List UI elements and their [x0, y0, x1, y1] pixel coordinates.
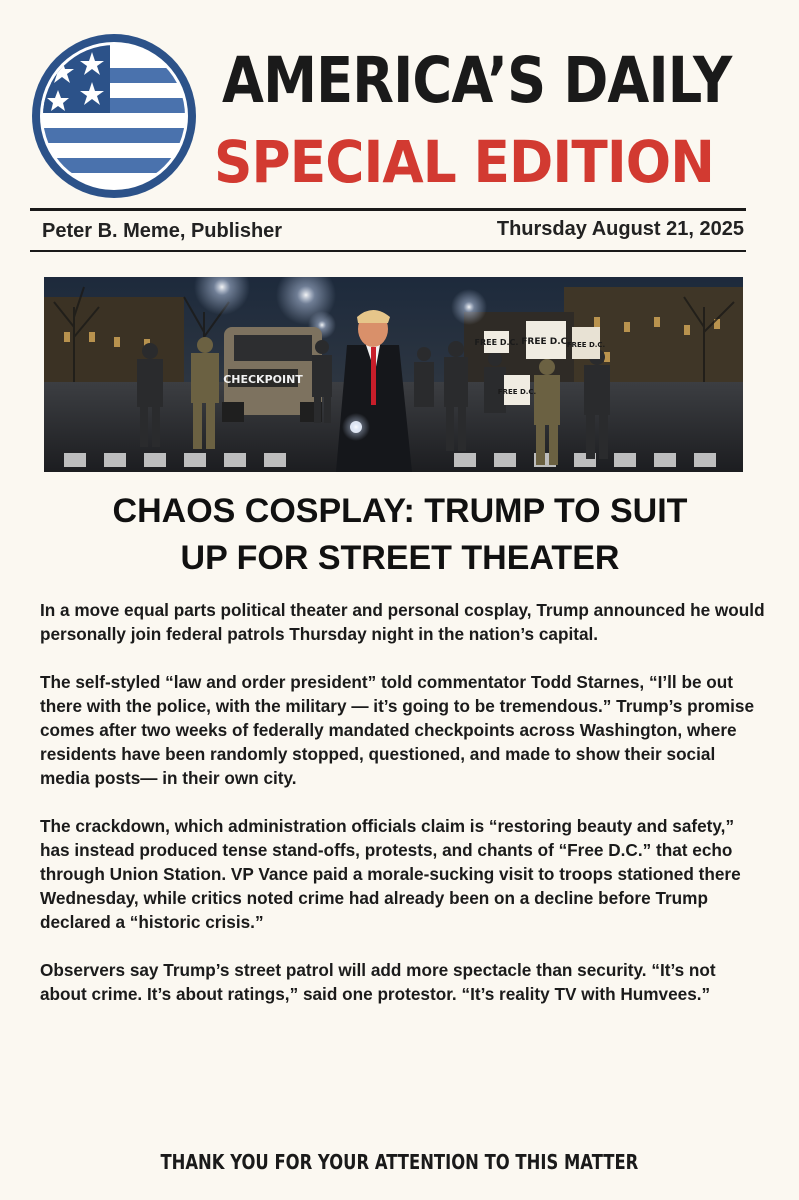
protest-sign-2: FREE D.C.	[521, 337, 571, 347]
article-paragraph-4: Observers say Trump’s street patrol will add more spectacle than security. “It’s not about crime. It’s about ratings,” said one protestor. “It’s reality TV with Humvees.”	[40, 960, 716, 1004]
protest-sign-4: FREE D.C.	[497, 388, 537, 396]
lead-photo	[44, 277, 743, 472]
article-paragraph-1: In a move equal parts political theater and personal cosplay, Trump announced he would personally join federal patrols Thursday night in the nation’s capital.	[40, 600, 765, 644]
protest-sign-1: FREE D.C.	[474, 338, 519, 347]
publisher-line: Peter B. Meme, Publisher	[42, 220, 283, 242]
headline	[30, 488, 770, 582]
divider-bottom	[30, 250, 746, 252]
masthead-title: AMERICA’S DAILY	[222, 44, 732, 117]
headline-line-1: CHAOS COSPLAY: TRUMP TO SUIT	[112, 492, 688, 530]
signoff-text: THANK YOU FOR YOUR ATTENTION TO THIS MATTER	[160, 1150, 639, 1174]
protest-sign-3: FREE D.C.	[566, 341, 606, 349]
article-body	[40, 598, 765, 1030]
headline-line-2: UP FOR STREET THEATER	[180, 539, 620, 577]
checkpoint-sign: CHECKPOINT	[223, 373, 303, 386]
flag-globe-icon	[30, 32, 198, 200]
article-paragraph-2: The self-styled “law and order president” told commentator Todd Starnes, “I’ll be out there with the police, with the military — it’s going to be tremendous.” Trump’s promise comes after two weeks of federally mandated checkpoints across Washington, where residents have been randomly stopped, questioned, and made to show their social media posts— in their own city.	[40, 672, 755, 788]
issue-date: Thursday August 21, 2025	[496, 218, 744, 240]
masthead-subtitle: SPECIAL EDITION	[214, 128, 714, 196]
divider-top	[30, 208, 746, 211]
masthead	[0, 0, 799, 205]
signoff	[0, 1150, 799, 1174]
article-paragraph-3: The crackdown, which administration officials claim is “restoring beauty and safety,” has instead produced tense stand-offs, protests, and chants of “Free D.C.” that echo through Union Station. VP Vance paid a morale-sucking visit to troops stationed there Wednesday, while critics noted crime had already been on a decline before Trump declared a “historic crisis.”	[40, 816, 741, 932]
